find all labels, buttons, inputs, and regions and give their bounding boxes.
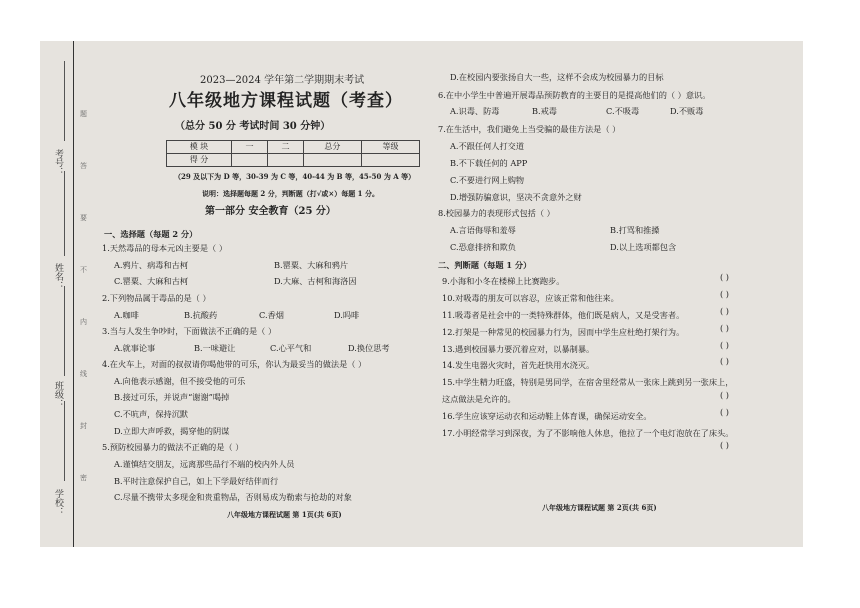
- option-c: C.心平气和: [270, 343, 312, 353]
- judge-question: 15.中学生精力旺盛，特别是男同学，在宿舍里经常从一张床上跳到另一张床上，: [442, 377, 734, 387]
- option-d: D.增强防骗意识，坚决不贪意外之财: [450, 192, 582, 202]
- gutter-label-class: 班级：: [53, 381, 63, 408]
- question-stem: 6.在中小学生中普遍开展毒品预防教育的主要目的是提高他们的（ ）意识。: [438, 90, 711, 100]
- exam-term: 2023—2024 学年第二学期期末考试: [200, 75, 365, 86]
- score-cell: 一: [232, 141, 268, 154]
- gutter-label-exam-number: 考号：: [53, 149, 63, 176]
- option-c: C.尽量不携带太多现金和贵重物品，否则易成为勒索与抢劫的对象: [114, 492, 352, 502]
- option-b: B.罂粟、大麻和鸦片: [274, 260, 349, 270]
- score-cell: 得 分: [167, 154, 232, 167]
- question-stem: 2.下列物品属于毒品的是（ ）: [102, 293, 211, 303]
- score-table-row: [167, 154, 420, 167]
- question-stem: 5.预防校园暴力的做法不正确的是（ ）: [102, 442, 244, 452]
- gutter-blank-line: [64, 61, 65, 141]
- score-table: [166, 140, 420, 167]
- option-b: B.抗酸药: [184, 310, 218, 320]
- option-c: C.罂粟、大麻和古柯: [114, 276, 189, 286]
- section-heading-judge: 二、判断题（每题 1 分）: [438, 260, 532, 270]
- option-d: D.以上选项都包含: [610, 242, 677, 252]
- gutter-mark: 封: [80, 422, 87, 430]
- question-stem: 3.当与人发生争吵时，下面做法不正确的是（ ）: [102, 326, 277, 336]
- option-a: A.就事论事: [114, 343, 156, 353]
- section-heading-choice: 一、选择题（每题 2 分）: [104, 229, 198, 239]
- exam-subtitle: （总分 50 分 考试时间 30 分钟）: [175, 121, 331, 132]
- judge-question: 10.对吸毒的朋友可以容忍，应该正常和他往来。: [442, 293, 619, 303]
- gutter-mark: 题: [80, 110, 87, 118]
- gutter-mark: 线: [80, 370, 87, 378]
- option-a: A.鸦片、病毒和古柯: [114, 260, 189, 270]
- score-input-cell[interactable]: [361, 154, 419, 167]
- judge-question: 11.吸毒者是社会中的一类特殊群体，他们既是病人，又是受害者。: [442, 310, 685, 320]
- option-d: D.换位思考: [348, 343, 390, 353]
- gutter-mark: 要: [80, 214, 87, 222]
- exam-title: 八年级地方课程试题（考查）: [169, 91, 403, 111]
- option-a: A.向他表示感谢，但不接受他的可乐: [114, 376, 246, 386]
- score-cell: 模 块: [167, 141, 232, 154]
- answer-paren[interactable]: ( ): [720, 323, 729, 333]
- answer-paren[interactable]: ( ): [720, 289, 729, 299]
- option-c: C.不吸毒: [606, 106, 640, 116]
- answer-paren[interactable]: ( ): [720, 272, 729, 282]
- score-cell: 总分: [303, 141, 361, 154]
- answer-paren[interactable]: ( ): [720, 407, 729, 417]
- option-d: D.大麻、古柯和海洛因: [274, 276, 357, 286]
- page-footer-left: 八年级地方课程试题 第 1页(共 6页): [227, 510, 342, 519]
- part-heading: 第一部分 安全教育（25 分）: [205, 206, 336, 217]
- option-b: B.不下载任何的 APP: [450, 158, 528, 168]
- option-b: B.戒毒: [532, 106, 557, 116]
- option-c: C.不吭声，保持沉默: [114, 409, 189, 419]
- judge-question: 13.遇到校园暴力要沉着应对，以暴制暴。: [442, 344, 595, 354]
- option-c: C.不要进行网上购物: [450, 175, 525, 185]
- gutter-mark: 内: [80, 318, 87, 326]
- judge-question: 12.打架是一种常见的校园暴力行为，因而中学生应杜绝打架行为。: [442, 327, 685, 337]
- grading-note: （29 及以下为 D 等，30-39 为 C 等，40-44 为 B 等，45-50 为 A 等）: [174, 172, 416, 181]
- option-a: A.谨慎结交朋友，远离那些品行不端的校内外人员: [114, 459, 295, 469]
- option-b: B.接过可乐，并说声“谢谢”喝掉: [114, 392, 230, 402]
- judge-question-continued: 这点做法是允许的。: [442, 394, 516, 404]
- exam-sheet: [40, 41, 803, 547]
- answer-paren[interactable]: ( ): [720, 340, 729, 350]
- gutter-mark: 答: [80, 162, 87, 170]
- judge-question: 16.学生应该穿运动衣和运动鞋上体育课，确保运动安全。: [442, 411, 652, 421]
- option-a: A.不跟任何人打交道: [450, 141, 525, 151]
- score-input-cell[interactable]: [303, 154, 361, 167]
- score-input-cell[interactable]: [232, 154, 268, 167]
- gutter-blank-line: [64, 401, 65, 481]
- question-stem: 7.在生活中，我们避免上当受骗的最佳方法是（ ）: [438, 124, 621, 134]
- option-d: D.立即大声呼救，揭穿他的阴谋: [114, 426, 230, 436]
- answer-paren[interactable]: ( ): [720, 306, 729, 316]
- scoring-note: 说明：选择题每题 2 分，判断题（打√或×）每题 1 分。: [202, 189, 379, 198]
- score-table-row: [167, 141, 420, 154]
- option-b: B.打骂和推搡: [610, 225, 660, 235]
- judge-question: 9.小海和小冬在楼梯上比赛跑步。: [442, 276, 565, 286]
- gutter-label-school: 学校：: [53, 489, 63, 516]
- score-cell: 二: [267, 141, 303, 154]
- option-b: B.一味避让: [194, 343, 236, 353]
- question-stem: 8.校园暴力的表现形式包括（ ）: [438, 208, 555, 218]
- gutter-mark: 不: [80, 266, 87, 274]
- answer-paren[interactable]: ( ): [720, 390, 729, 400]
- answer-paren[interactable]: ( ): [720, 440, 729, 450]
- question-stem: 4.在火车上，对面的叔叔请你喝他带的可乐，你认为最妥当的做法是（ ）: [102, 359, 367, 369]
- score-cell: 等级: [361, 141, 419, 154]
- gutter-label-name: 姓名：: [53, 263, 63, 290]
- option-d: D.吗啡: [334, 310, 360, 320]
- gutter-blank-line: [64, 171, 65, 256]
- gutter-blank-line: [64, 286, 65, 376]
- option-c: C.恐意排挤和欺负: [450, 242, 516, 252]
- page-footer-right: 八年级地方课程试题 第 2页(共 6页): [542, 503, 657, 512]
- judge-question: 17.小明经常学习到深夜，为了不影响他人休息，他拉了一个电灯泡放在了床头。: [442, 428, 734, 438]
- option-a: A.识毒、防毒: [450, 106, 500, 116]
- option-d: D.不贩毒: [670, 106, 704, 116]
- option-b: B.平时注意保护自己，如上下学最好结伴而行: [114, 476, 279, 486]
- binding-line: [73, 41, 74, 547]
- option-c: C.香烟: [259, 310, 284, 320]
- score-input-cell[interactable]: [267, 154, 303, 167]
- judge-question: 14.发生电器火灾时，首先赶快用水浇灭。: [442, 360, 595, 370]
- option-a: A.咖啡: [114, 310, 139, 320]
- option-d: D.在校园内要张扬自大一些，这样不会成为校园暴力的目标: [450, 72, 664, 82]
- option-a: A.言语侮辱和羞辱: [450, 225, 516, 235]
- question-stem: 1.天然毒品的母本元凶主要是（ ）: [102, 243, 228, 253]
- answer-paren[interactable]: ( ): [720, 356, 729, 366]
- gutter-mark: 密: [80, 474, 87, 482]
